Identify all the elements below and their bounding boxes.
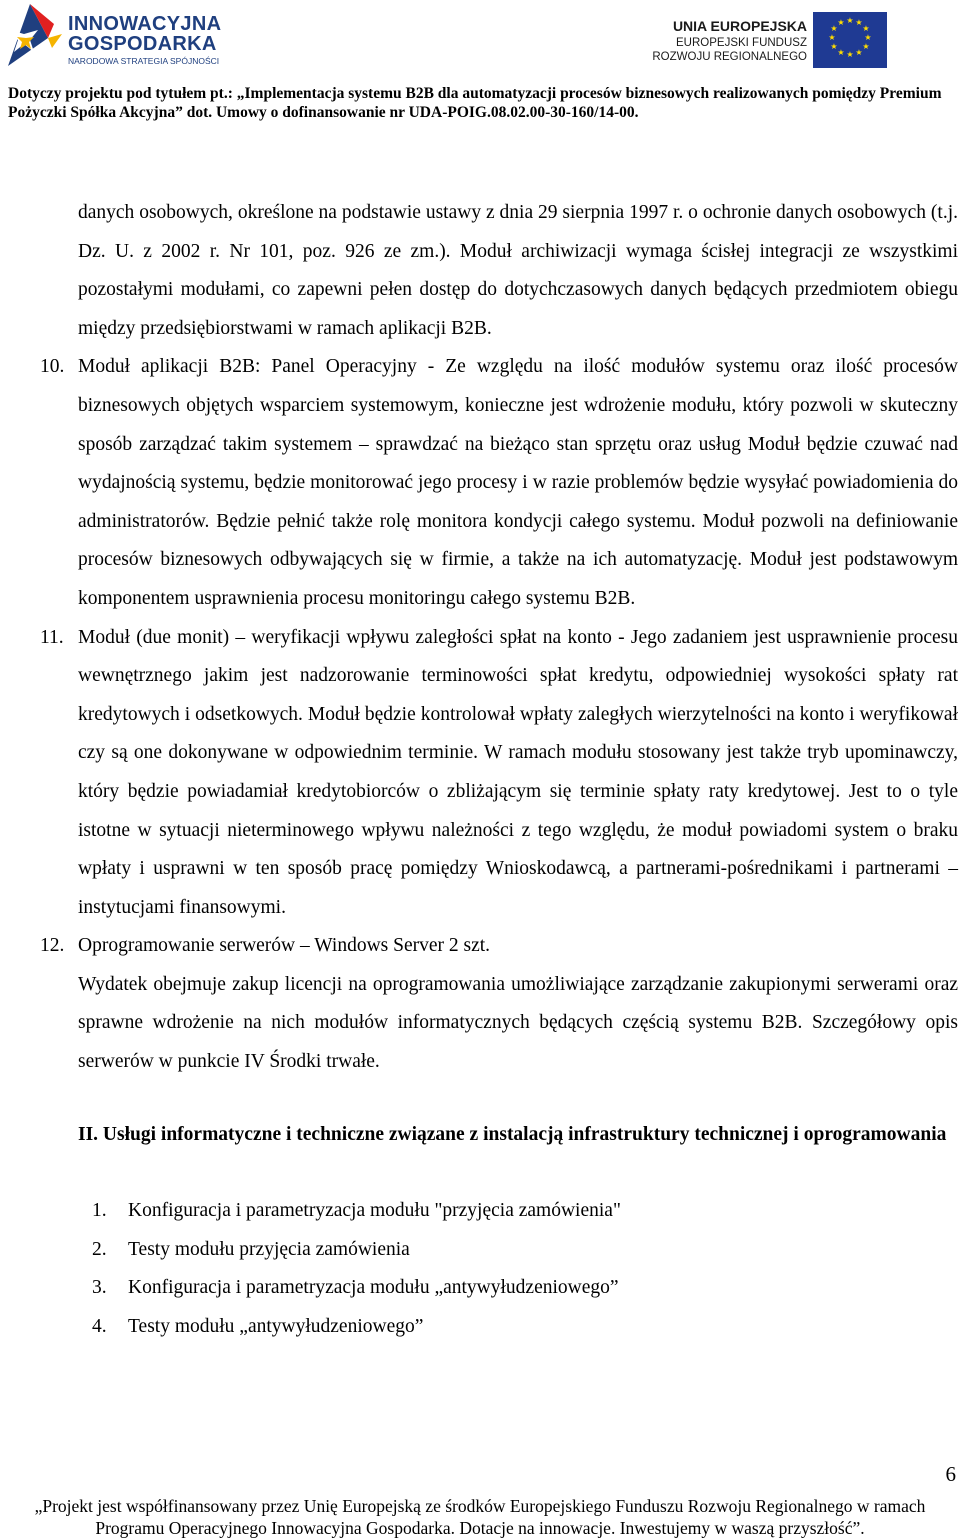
services-list-item [78,1192,958,1231]
document-body [40,194,958,1347]
svg-text:★: ★ [837,48,845,57]
list-item-10 [40,348,958,618]
eu-logo-line-1: UNIA EUROPEJSKA [672,18,807,34]
section-title: II. Usługi informatyczne i techniczne związane z instalacją infrastruktury technicznej i oprogramowania [78,1123,947,1145]
svg-text:★: ★ [846,50,854,59]
eu-logo-line-3: ROZWOJU REGIONALNEGO [652,51,807,63]
services-list-text: Konfiguracja i parametryzacja modułu "przyjęcia zamówienia" [128,1200,621,1222]
services-list-item [78,1231,958,1270]
services-list-number: 3. [92,1277,107,1299]
services-list [78,1192,958,1346]
services-list-text: Konfiguracja i parametryzacja modułu „antywyłudzeniowego” [128,1277,619,1299]
logo-line-2: GOSPODARKA [68,33,217,55]
list-item-12 [40,927,958,966]
footer-line-2: Programu Operacyjnego Innowacyjna Gospodarka. Dotacje na innowacje. Inwestujemy w waszą przyszłość”. [95,1518,865,1538]
project-title-line-2: Pożyczki Spółka Akcyjna” dot. Umowy o dofinansowanie nr UDA-POIG.08.02.00-30-160/14-00. [8,104,639,121]
item-12-description: Wydatek obejmuje zakup licencji na oprogramowania umożliwiające zarządzanie zakupionymi serwerami oraz sprawne wdrożenie na nich modułów informatycznych będących częścią systemu B2B. Szczegółowy opis serwerów w punkcie IV Środki trwałe. [78,973,958,1073]
svg-text:★: ★ [855,48,863,57]
list-item-11 [40,619,958,928]
services-list-number: 4. [92,1316,107,1338]
services-list-number: 1. [92,1200,107,1222]
svg-text:★: ★ [830,24,838,33]
intro-paragraph: danych osobowych, określone na podstawie ustawy z dnia 29 sierpnia 1997 r. o ochronie danych osobowych (t.j. Dz. U. z 2002 r. Nr 101, poz. 926 ze zm.). Moduł archiwizacji wymaga ścisłej integracji ze wszystkimi pozostałymi modułami, co zapewni pełen dostęp do dotychczasowych danych będących przedmiotem obiegu między przedsiębiorstwami w ramach aplikacji B2B. [78,202,958,339]
services-list-number: 2. [92,1238,107,1260]
list-item-text: Moduł (due monit) – weryfikacji wpływu zaległości spłat na konto - Jego zadaniem jest usprawnienie procesu wewnętrznego jakim jest nadzorowanie terminowości spłat kredytu, odpowiedniej wysokości spłaty rat kredytowych i odsetkowych. Moduł będzie kontrolował wpłaty zaległych wierzytelności na konto i weryfikował czy są one dokonywane w odpowiednim terminie. W ramach modułu stosowany jest także tryb upominawczy, który będzie powiadamiał kredytobiorców o zbliżającym się terminie spłaty raty kredytowej. Jest to o tyle istotne w sytuacji nieterminowego wpływu należności z tego względu, że moduł powiadomi system o braku wpłaty i usprawni w ten sposób pracę pomiędzy Wnioskodawcą, a partnerami-pośrednikami i partnerami – instytucjami finansowymi. [78,626,958,918]
list-item-number: 12. [40,935,65,957]
eu-flag-icon [813,12,887,68]
svg-text:★: ★ [864,33,872,42]
eu-logo-line-2: EUROPEJSKI FUNDUSZ [676,37,807,49]
services-list-item [78,1308,958,1347]
svg-text:★: ★ [828,33,836,42]
footer-line-1: „Projekt jest współfinansowany przez Unię Europejską ze środków Europejskiego Funduszu Rozwoju Regionalnego w ramach [34,1496,926,1516]
innowacyjna-gospodarka-emblem-icon [8,4,64,68]
services-list-text: Testy modułu przyjęcia zamówienia [128,1238,410,1260]
svg-text:★: ★ [837,18,845,27]
project-title-line-1: Dotyczy projektu pod tytułem pt.: „Implementacja systemu B2B dla automatyzacji procesów biznesowych realizowanych pomiędzy Premium [8,85,942,102]
unia-europejska-logo [595,12,955,72]
list-item-text: Oprogramowanie serwerów – Windows Server 2 szt. [78,935,491,957]
logo-line-1: INNOWACYJNA [68,13,222,35]
list-item-text: Moduł aplikacji B2B: Panel Operacyjny - Ze względu na ilość modułów systemu oraz ilość procesów biznesowych objętych wsparciem systemowym, konieczne jest wdrożenie modułu, który pozwoli w skuteczny sposób zarządzać takim systemem – sprawdzać na bieżąco stan sprzętu oraz usług Moduł będzie czuwać nad wydajnością systemu, będzie monitorować jego procesy i w razie problemów będzie wysyłać powiadomienia do administratorów. Będzie pełnić także rolę monitora kondycji całego systemu. Moduł pozwoli na definiowanie procesów biznesowych odbywających się w firmie, a także na ich automatyzację. Moduł jest podstawowym komponentem usprawnienia procesu monitoringu całego systemu B2B. [78,356,958,609]
page-number: 6 [945,1462,956,1486]
innowacyjna-gospodarka-logo [8,4,248,68]
svg-text:★: ★ [862,42,870,51]
services-list-item [78,1269,958,1308]
logo-line-3: NARODOWA STRATEGIA SPÓJNOŚCI [68,56,220,66]
svg-text:★: ★ [846,16,854,25]
svg-text:★: ★ [830,42,838,51]
svg-text:★: ★ [862,24,870,33]
list-item-number: 11. [40,626,64,648]
services-list-text: Testy modułu „antywyłudzeniowego” [128,1316,424,1338]
list-item-number: 10. [40,356,65,378]
svg-text:★: ★ [855,18,863,27]
